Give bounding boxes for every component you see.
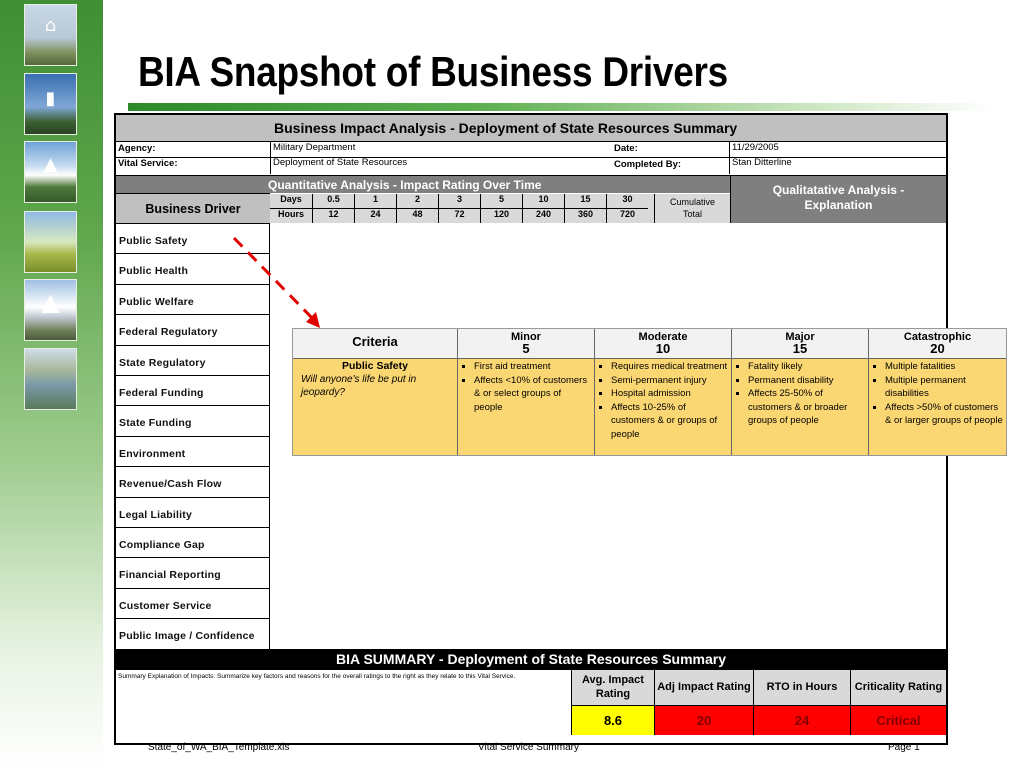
- summary-value: 24: [753, 705, 850, 735]
- business-driver-row: Compliance Gap: [116, 528, 270, 558]
- title-underline: [128, 103, 993, 111]
- mountain-forest-photo: [24, 141, 77, 203]
- criteria-item: ▪ Requires medical treatment: [611, 360, 729, 374]
- summary-explanation: Summary Explanation of Impacts: Summarize key factors and reasons for the overall ratings to the right as they relate to this Vital Service.: [118, 673, 516, 680]
- agency-label: Agency:: [118, 143, 156, 154]
- business-driver-row: Revenue/Cash Flow: [116, 467, 270, 497]
- summary-column-header: Criticality Rating: [850, 670, 946, 705]
- vital-service-label: Vital Service:: [118, 158, 178, 169]
- criteria-level-header: [458, 329, 594, 359]
- sidebar-decoration: [0, 0, 103, 768]
- day-cell: 1: [354, 194, 396, 208]
- summary-column-header: RTO in Hours: [753, 670, 850, 705]
- business-driver-row: Public Safety: [116, 224, 270, 254]
- criteria-item: ▪ Permanent disability: [748, 374, 866, 388]
- completed-by-label: Completed By:: [614, 159, 682, 170]
- vital-service-value: Deployment of State Resources: [270, 157, 610, 174]
- days-hours-grid: [270, 194, 730, 223]
- hour-cell: 120: [480, 208, 522, 223]
- qual-analysis-header: Qualitatative Analysis - Explanation: [730, 175, 946, 223]
- day-cell: 30: [606, 194, 648, 208]
- hour-cell: 240: [522, 208, 564, 223]
- summary-value: 20: [654, 705, 753, 735]
- farmland-photo: [24, 211, 77, 273]
- criteria-level-header: [869, 329, 1006, 359]
- days-label: Days: [280, 194, 302, 204]
- business-driver-row: State Funding: [116, 406, 270, 436]
- dome-icon: ⌂: [44, 15, 57, 36]
- agency-value: Military Department: [270, 142, 610, 157]
- business-driver-row: Legal Liability: [116, 498, 270, 528]
- criteria-level-name: Catastrophic: [903, 331, 972, 343]
- date-value: 11/29/2005: [729, 142, 946, 157]
- hour-cell: 360: [564, 208, 606, 223]
- criteria-level-header: [595, 329, 731, 359]
- business-driver-row: Financial Reporting: [116, 558, 270, 588]
- completed-by-value: Stan Ditterline: [729, 157, 946, 174]
- quant-analysis-header: Quantitative Analysis - Impact Rating Over Time: [116, 175, 730, 193]
- criteria-level-items: [871, 360, 1004, 428]
- criteria-row-question: Will anyone's life be put in jeopardy?: [301, 374, 417, 398]
- criteria-level-score: 15: [792, 341, 808, 356]
- criteria-item: ▪ Affects >50% of customers & or larger groups of people: [885, 401, 1004, 428]
- business-driver-row: Public Welfare: [116, 285, 270, 315]
- sheet-header-title: Business Impact Analysis - Deployment of State Resources Summary: [116, 115, 946, 142]
- peak-icon: ▲: [41, 288, 60, 316]
- day-cell: 5: [480, 194, 522, 208]
- criteria-item: ▪ Affects <10% of customers & or select groups of people: [474, 374, 592, 415]
- criteria-level-column: [595, 329, 732, 455]
- business-driver-row: Federal Funding: [116, 376, 270, 406]
- criteria-level-name: Moderate: [638, 331, 688, 343]
- day-cell: 0.5: [312, 194, 354, 208]
- business-driver-row: Public Image / Confidence: [116, 619, 270, 649]
- criteria-item: ▪ Hospital admission: [611, 387, 729, 401]
- day-cell: 2: [396, 194, 438, 208]
- summary-column-header: Adj Impact Rating: [654, 670, 753, 705]
- business-driver-row: State Regulatory: [116, 346, 270, 376]
- criteria-item: ▪ Multiple fatalities: [885, 360, 1004, 374]
- hour-cell: 720: [606, 208, 648, 223]
- cumulative-total-header: Cumulative Total: [654, 194, 730, 223]
- criteria-column: [293, 329, 458, 455]
- criteria-item: ▪ Affects 25-50% of customers & or broader groups of people: [748, 387, 866, 428]
- criteria-level-name: Major: [785, 331, 815, 343]
- criteria-level-header: [732, 329, 868, 359]
- hour-cell: 12: [312, 208, 354, 223]
- hour-cell: 72: [438, 208, 480, 223]
- day-cell: 15: [564, 194, 606, 208]
- hours-label: Hours: [270, 208, 312, 223]
- criteria-level-items: [597, 360, 729, 441]
- day-cell: 10: [522, 194, 564, 208]
- criteria-item: ▪ Affects 10-25% of customers & or groups of people: [611, 401, 729, 442]
- criteria-header: Criteria: [293, 329, 457, 359]
- pointer-arrow-icon: [228, 234, 328, 334]
- lighthouse-icon: ▮: [45, 88, 56, 109]
- hour-cell: 48: [396, 208, 438, 223]
- criteria-level-name: Minor: [511, 331, 541, 343]
- criteria-row-title: Public Safety: [342, 360, 408, 372]
- river-valley-photo: [24, 348, 77, 410]
- footer-filename: State_of_WA_BIA_Template.xls: [148, 742, 290, 753]
- criteria-level-items: [460, 360, 592, 414]
- hour-cell: 24: [354, 208, 396, 223]
- criteria-level-column: [869, 329, 1006, 455]
- mountain-icon: ▲: [43, 154, 58, 175]
- criteria-table: [292, 328, 1007, 456]
- summary-value: Critical: [850, 705, 946, 735]
- criteria-level-column: [732, 329, 869, 455]
- criteria-level-items: [734, 360, 866, 428]
- criteria-item: ▪ Multiple permanent disabilities: [885, 374, 1004, 401]
- criteria-level-score: 10: [655, 341, 671, 356]
- lighthouse-photo: [24, 73, 77, 135]
- business-driver-row: Public Health: [116, 254, 270, 284]
- mount-rainier-photo: [24, 279, 77, 341]
- summary-value: 8.6: [571, 705, 654, 735]
- capitol-dome-photo: [24, 4, 77, 66]
- criteria-level-column: [458, 329, 595, 455]
- criteria-level-score: 5: [522, 341, 530, 356]
- business-driver-row: Federal Regulatory: [116, 315, 270, 345]
- page-title: BIA Snapshot of Business Drivers: [138, 48, 728, 95]
- criteria-level-score: 20: [930, 341, 945, 356]
- criteria-item: ▪ Semi-permanent injury: [611, 374, 729, 388]
- business-driver-row: Customer Service: [116, 589, 270, 619]
- footer-center: Vital Service Summary: [478, 742, 579, 753]
- business-driver-row: Environment: [116, 437, 270, 467]
- summary-column-header: Avg. Impact Rating: [571, 670, 654, 705]
- business-driver-header: Business Driver: [116, 193, 270, 223]
- bia-summary-header: BIA SUMMARY - Deployment of State Resources Summary: [116, 649, 946, 670]
- criteria-item: ▪ Fatality likely: [748, 360, 866, 374]
- footer-page: Page 1: [888, 742, 920, 753]
- date-label: Date:: [614, 143, 638, 154]
- day-cell: 3: [438, 194, 480, 208]
- criteria-item: ▪ First aid treatment: [474, 360, 592, 374]
